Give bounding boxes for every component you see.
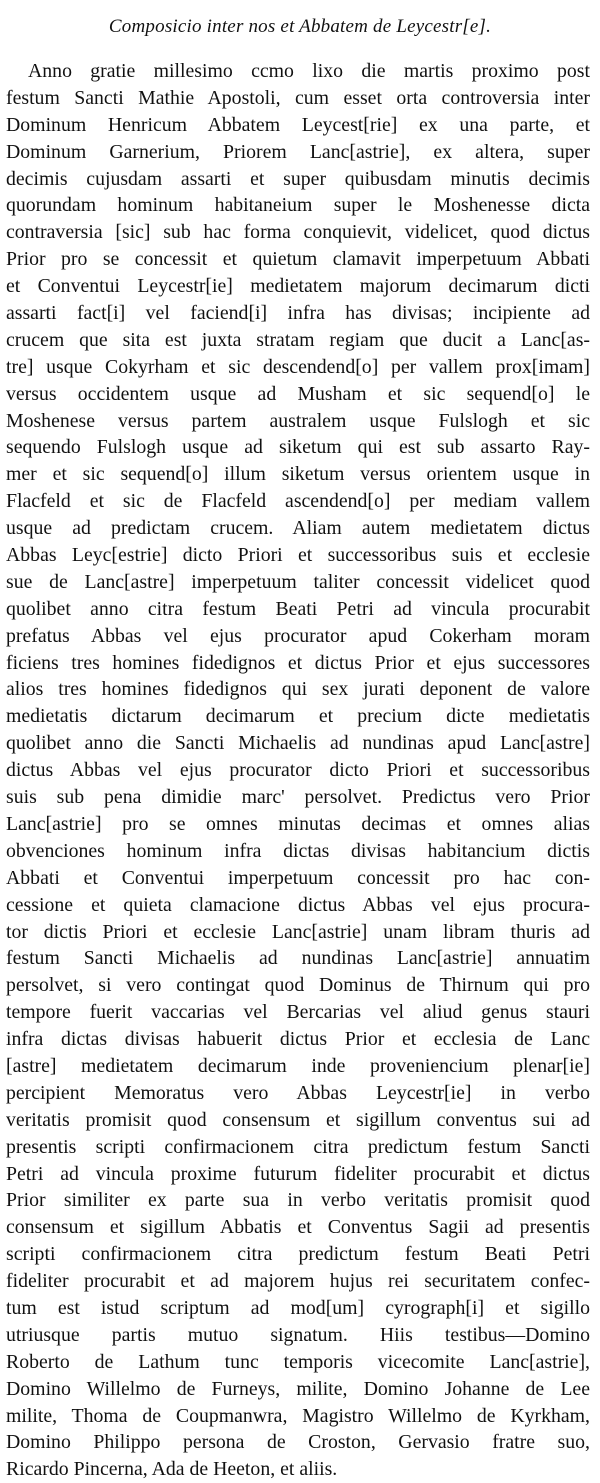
text-line: suis sub pena dimidie marc' persolvet. Predictus vero Prior <box>6 786 590 809</box>
text-line: tempore fuerit vaccarias vel Bercarias vel aliud genus stauri <box>6 1001 590 1024</box>
text-line: Domino Philippo persona de Croston, Gervasio fratre suo, <box>6 1431 590 1454</box>
document-title: Composicio inter nos et Abbatem de Leycestr[e]. <box>108 16 492 37</box>
text-line: tor dictis Priori et ecclesie Lanc[astrie] unam libram thuris ad <box>6 920 590 943</box>
text-line: decimis cujusdam assarti et super quibusdam minutis decimis <box>6 167 590 190</box>
text-line: quorundam hominum habitaneium super le Moshenesse dicta <box>6 194 590 217</box>
text-line: Abbas Leyc[estrie] dicto Priori et successoribus suis et ecclesie <box>6 544 590 567</box>
text-line: Petri ad vincula proxime futurum fideliter procurabit et dictus <box>6 1162 590 1185</box>
text-line: Roberto de Lathum tunc temporis vicecomite Lanc[astrie], <box>6 1350 590 1373</box>
text-line: versus occidentem usque ad Musham et sic sequend[o] le <box>6 382 590 405</box>
text-line: Prior pro se concessit et quietum clamavit imperpetuum Abbati <box>6 248 590 271</box>
text-line: sue de Lanc[astre] imperpetuum taliter concessit videlicet quod <box>6 570 590 593</box>
text-line: tre] usque Cokyrham et sic descendend[o] per vallem prox[imam] <box>6 355 590 378</box>
text-line: dictus Abbas vel ejus procurator dicto Priori et successoribus <box>6 759 590 782</box>
text-line: assarti fact[i] vel faciend[i] infra has divisas; incipiente ad <box>6 302 590 325</box>
text-line: Ricardo Pincerna, Ada de Heeton, et aliis. <box>6 1458 338 1481</box>
text-line: percipient Memoratus vero Abbas Leycestr[ie] in verbo <box>6 1081 590 1104</box>
text-line: fideliter procurabit et ad majorem hujus rei securitatem confec- <box>6 1270 590 1293</box>
text-line: medietatis dictarum decimarum et precium dicte medietatis <box>6 705 590 728</box>
text-line: ficiens tres homines fidedignos et dictus Prior et ejus successores <box>6 651 590 674</box>
text-line: et Conventui Leycestr[ie] medietatem majorum decimarum dicti <box>6 275 590 298</box>
text-line: usque ad predictam crucem. Aliam autem medietatem dictus <box>6 517 590 540</box>
text-line: infra dictas divisas habuerit dictus Prior et ecclesia de Lanc <box>6 1028 590 1051</box>
text-line: obvenciones hominum infra dictas divisas habitancium dictis <box>6 839 590 862</box>
text-line: sequendo Fulslogh usque ad siketum qui est sub assarto Ray- <box>6 436 590 459</box>
text-line: cessione et quieta clamacione dictus Abbas vel ejus procura- <box>6 893 590 916</box>
text-line: Flacfeld et sic de Flacfeld ascendend[o] per mediam vallem <box>6 490 590 513</box>
text-line: presentis scripti confirmacionem citra predictum festum Sancti <box>6 1135 590 1158</box>
text-line: mer et sic sequend[o] illum siketum versus orientem usque in <box>6 463 590 486</box>
text-line: Abbati et Conventui imperpetuum concessit pro hac con- <box>6 866 590 889</box>
text-line: scripti confirmacionem citra predictum festum Beati Petri <box>6 1243 590 1266</box>
text-line: veritatis promisit quod consensum et sigillum conventus sui ad <box>6 1108 590 1131</box>
text-line: prefatus Abbas vel ejus procurator apud Cokerham moram <box>6 624 590 647</box>
text-line: [astre] medietatem decimarum inde proveniencium plenar[ie] <box>6 1054 590 1077</box>
text-line: Lanc[astrie] pro se omnes minutas decimas et omnes alias <box>6 812 590 835</box>
text-line: Anno gratie millesimo ccmo lixo die martis proximo post <box>28 60 590 82</box>
text-line: persolvet, si vero contingat quod Dominus de Thirnum qui pro <box>6 974 590 997</box>
text-line: tum est istud scriptum ad mod[um] cyrograph[i] et sigillo <box>6 1296 590 1319</box>
document-body <box>6 58 590 1483</box>
text-line: Dominum Henricum Abbatem Leycest[rie] ex una parte, et <box>6 113 590 136</box>
text-line: consensum et sigillum Abbatis et Conventus Sagii ad presentis <box>6 1216 590 1239</box>
text-line: festum Sancti Mathie Apostoli, cum esset orta controversia inter <box>6 86 590 109</box>
text-line: Dominum Garnerium, Priorem Lanc[astrie], ex altera, super <box>6 140 590 163</box>
text-line: Domino Willelmo de Furneys, milite, Domino Johanne de Lee <box>6 1377 590 1400</box>
text-line: crucem que sita est juxta stratam regiam que ducit a Lanc[as- <box>6 328 590 351</box>
text-line: milite, Thoma de Coupmanwra, Magistro Willelmo de Kyrkham, <box>6 1404 590 1427</box>
text-line: alios tres homines fidedignos qui sex jurati deponent de valore <box>6 678 590 701</box>
text-line: festum Sancti Michaelis ad nundinas Lanc[astrie] annuatim <box>6 947 590 970</box>
text-line: quolibet anno citra festum Beati Petri ad vincula procurabit <box>6 597 590 620</box>
text-line: Moshenese versus partem australem usque Fulslogh et sic <box>6 409 590 432</box>
text-line: utriusque partis mutuo signatum. Hiis testibus—Domino <box>6 1323 590 1346</box>
text-line: quolibet anno die Sancti Michaelis ad nundinas apud Lanc[astre] <box>6 732 590 755</box>
text-line: contraversia [sic] sub hac forma conquievit, videlicet, quod dictus <box>6 221 590 244</box>
text-line: Prior similiter ex parte sua in verbo veritatis promisit quod <box>6 1189 590 1212</box>
